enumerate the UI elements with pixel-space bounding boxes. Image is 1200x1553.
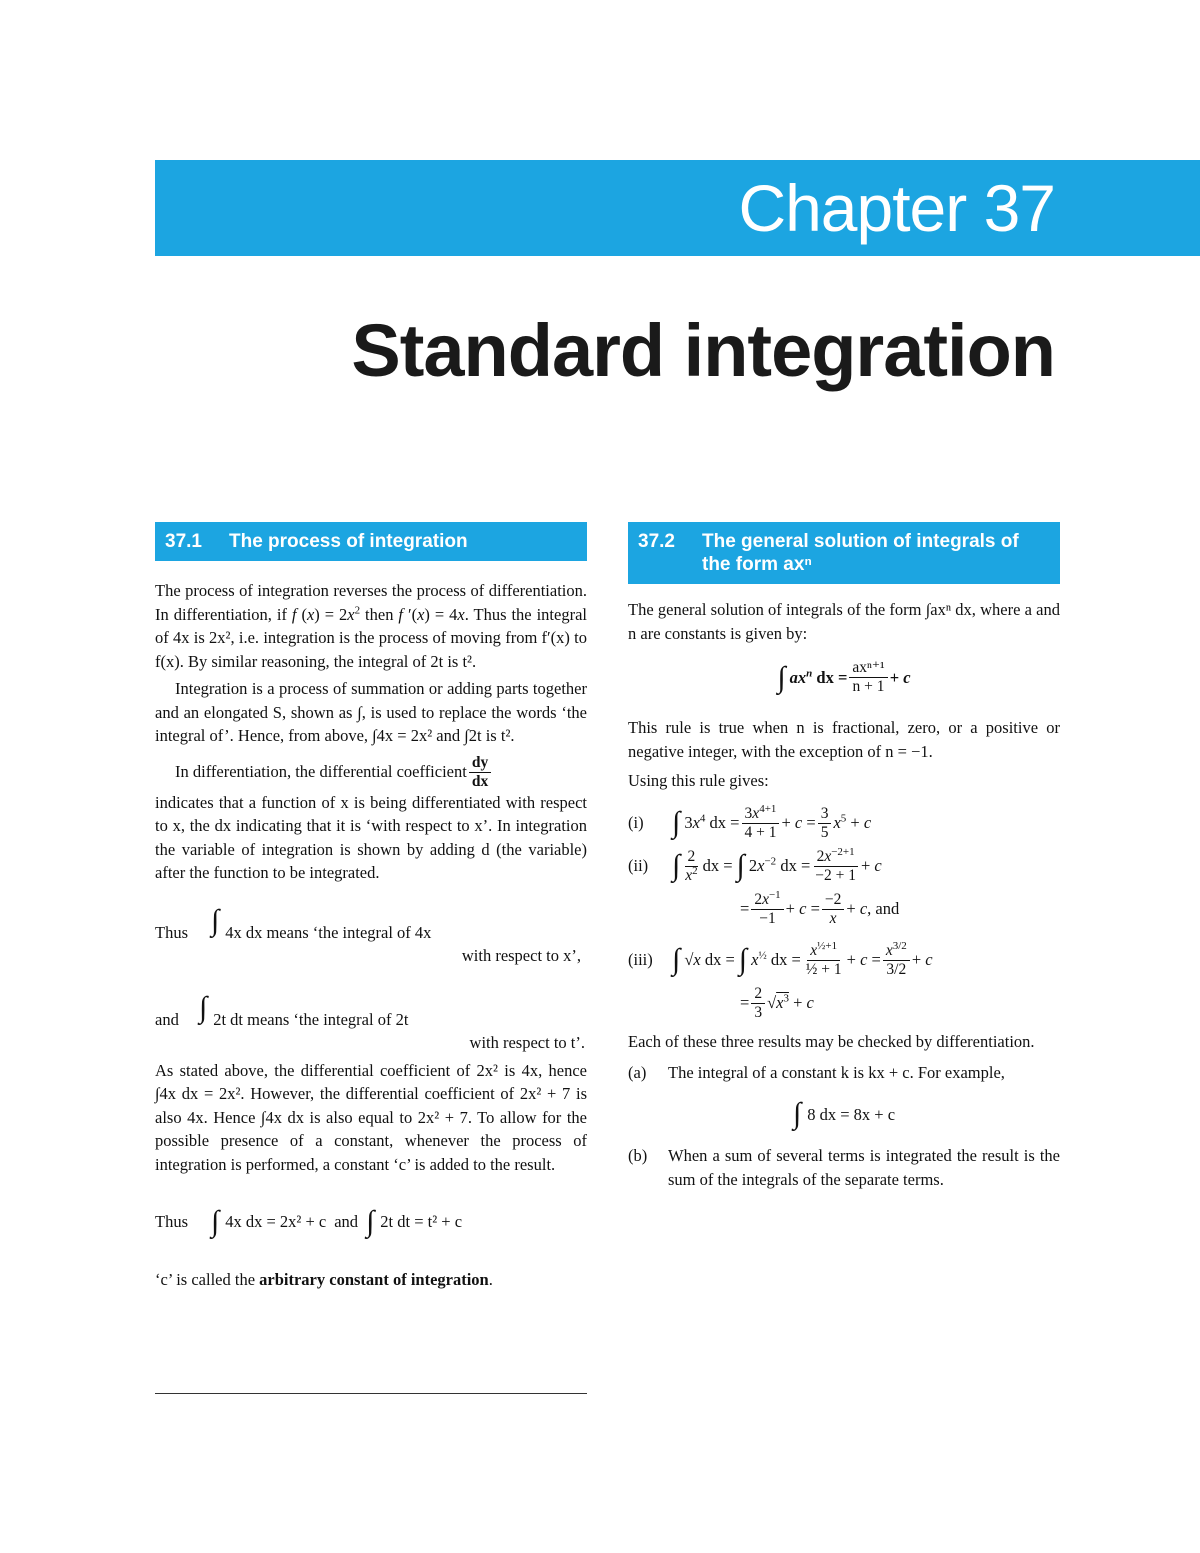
list-item <box>628 1061 1060 1085</box>
text: Thus <box>155 922 188 942</box>
constant-example: ∫ 8 dx = 8x + c <box>792 1097 896 1131</box>
example-label: (iii) <box>628 950 653 970</box>
fraction: $\frac{2x^{-2+1}}{-2 + 1}$ <box>815 845 856 884</box>
example-ii-continued: = $\frac{2x^{-1}}{-1}$ + c = $\frac{-2}{x}$ + c, and <box>740 888 900 927</box>
fraction: $\frac{3}{5}$ <box>818 805 832 842</box>
item-text: The integral of a constant k is kx + c. For example, <box>668 1063 1005 1082</box>
example-ii: (ii) ∫ $\frac{2}{x^2}$ dx = ∫ $2x^{-2}$ dx = $\frac{2x^{-2+1}}{-2 + 1}$ + c <box>628 845 882 884</box>
paragraph: indicates that a function of x is being differentiated with respect to x, the dx indicating that it is ‘with respect to x’. In integration the variable of integration is shown by adding d (the variable) after the function to be integrated. <box>155 792 587 882</box>
example-iii-continued: = $\frac{2}{3}$ $√x^3 + c$ <box>740 984 814 1021</box>
section-number: 37.2 <box>638 531 675 552</box>
example-label: (i) <box>628 813 644 833</box>
key-term: arbitrary constant of integration <box>259 1269 489 1289</box>
fraction: $\frac{2x^{-1}}{-1}$ <box>751 891 783 928</box>
fraction: $\frac{x^{\frac{1}{2}+1}}{\text{½ + 1}}$ <box>805 939 842 978</box>
denominator: n + 1 <box>852 678 885 695</box>
fraction: $\frac{2}{3}$ <box>751 985 765 1022</box>
text: then <box>360 604 399 624</box>
paragraph <box>155 754 587 791</box>
rule-fraction <box>849 659 887 696</box>
text: 4x dx means ‘the integral of 4x <box>225 922 432 942</box>
text: . <box>488 1269 493 1289</box>
paragraph: The general solution of integrals of the form ∫axⁿ dx, where a and n are constants is given by: <box>628 600 1060 643</box>
example-4x: Thus ∫ 4x dx means ‘the integral of 4x <box>155 921 587 945</box>
item-tag: (a) <box>628 1063 647 1082</box>
numerator: axⁿ⁺¹ <box>849 659 887 678</box>
text: ‘c’ is called the <box>155 1269 260 1289</box>
paragraph: The process of integration reverses the process of differentiation. In differentiation, if f $(x) = 2x^2$ then f ′(x) = 4x. Thus the integral of 4x is 2x², i.e. integration is the process of moving from f′(x) to f(x). By similar reasoning, the integral of 2t is t². <box>155 581 587 671</box>
section-37-2 <box>628 522 1060 1191</box>
example-iii: (iii) ∫ √x dx = ∫ $x^{\frac{1}{2}}$ dx = $\frac{x^{\frac{1}{2}+1}}{\text{½ + 1}}$ + c = $\frac{x^{3/2}}{3/2}$ + c <box>628 939 933 978</box>
section-number: 37.1 <box>165 531 202 552</box>
dy-dx-fraction: $\frac{dy}{dx}$ <box>469 754 491 791</box>
text: with respect to t’. <box>469 1033 585 1052</box>
paragraph <box>155 1268 587 1292</box>
general-rule: ∫ $ax^n$ dx = $\frac{\text{axⁿ⁺¹}}{n + 1}$ + c <box>777 659 911 695</box>
text: In differentiation, the differential coefficient <box>175 762 467 782</box>
item-text: When a sum of several terms is integrated the result is the sum of the integrals of the separate terms. <box>668 1146 1060 1189</box>
paragraph: This rule is true when n is fractional, zero, or a positive or negative integer, with the exception of n = −1. <box>628 718 1060 761</box>
section-heading <box>628 522 1060 584</box>
text: 2t dt = t² + c <box>380 1212 463 1231</box>
section-divider <box>155 1393 587 1394</box>
text: 4x dx = 2x² + c <box>225 1212 327 1231</box>
example-label: (ii) <box>628 856 649 876</box>
text: 2t dt means ‘the integral of 2t <box>213 1009 409 1029</box>
example-i: (i) ∫ $3x^4$ dx = $\frac{3x^{4+1}}{4 + 1}$ + c = $\frac{3}{5}$ $x^5 + c$ <box>628 802 872 841</box>
text: and <box>334 1212 359 1231</box>
paragraph: As stated above, the differential coefficient of 2x² is 4x, hence ∫4x dx = 2x². However, the differential coefficient of 2x² + 7 is also 4x. Hence ∫4x dx is also equal to 2x² + 7. To allow for the possible presence of a constant, whenever the process of integration is performed, a constant ‘c’ is added to the result. <box>155 1060 587 1174</box>
text: 8 dx = 8x + c <box>807 1104 896 1124</box>
fraction: $\frac{x^{3/2}}{3/2}$ <box>883 942 910 979</box>
paragraph: Using this rule gives: <box>628 771 769 790</box>
fraction: $\frac{-2}{x}$ <box>822 891 845 928</box>
example-constant: Thus ∫ 4x dx = 2x² + c and ∫ 2t dt = t² + c <box>155 1204 463 1238</box>
paragraph: Integration is a process of summation or adding parts together and an elongated S, shown as ∫, is used to replace the words ‘the integral of’. Hence, from above, ∫4x = 2x² and ∫2t is t². <box>155 679 587 745</box>
text: The process of integration reverses the process of differentiation. In differentiation, if <box>155 581 587 624</box>
text: with respect to x’, <box>461 946 581 965</box>
chapter-title: Standard integration <box>351 309 1055 392</box>
section-title: The general solution of integrals of the form axⁿ <box>702 531 1019 575</box>
paragraph: Each of these three results may be checked by differentiation. <box>628 1031 1035 1051</box>
section-title: The process of integration <box>229 531 468 552</box>
text: . Thus the integral of 4x is 2x², i.e. integration is the process of moving from f′(x) to f(x). By similar reasoning, the integral of 2t is t². <box>155 604 587 671</box>
text: Thus <box>155 1212 188 1231</box>
fraction: $\frac{3x^{4+1}}{4 + 1}$ <box>741 805 779 842</box>
text: and <box>155 1009 179 1029</box>
item-tag: (b) <box>628 1146 648 1165</box>
fraction: $\frac{2}{x^2}$ <box>685 847 698 884</box>
example-2t: and ∫ 2t dt means ‘the integral of 2t <box>155 1008 587 1032</box>
section-heading <box>155 522 587 561</box>
section-37-1 <box>155 522 587 1291</box>
chapter-number: Chapter 37 <box>738 171 1055 245</box>
list-item <box>628 1144 1060 1191</box>
